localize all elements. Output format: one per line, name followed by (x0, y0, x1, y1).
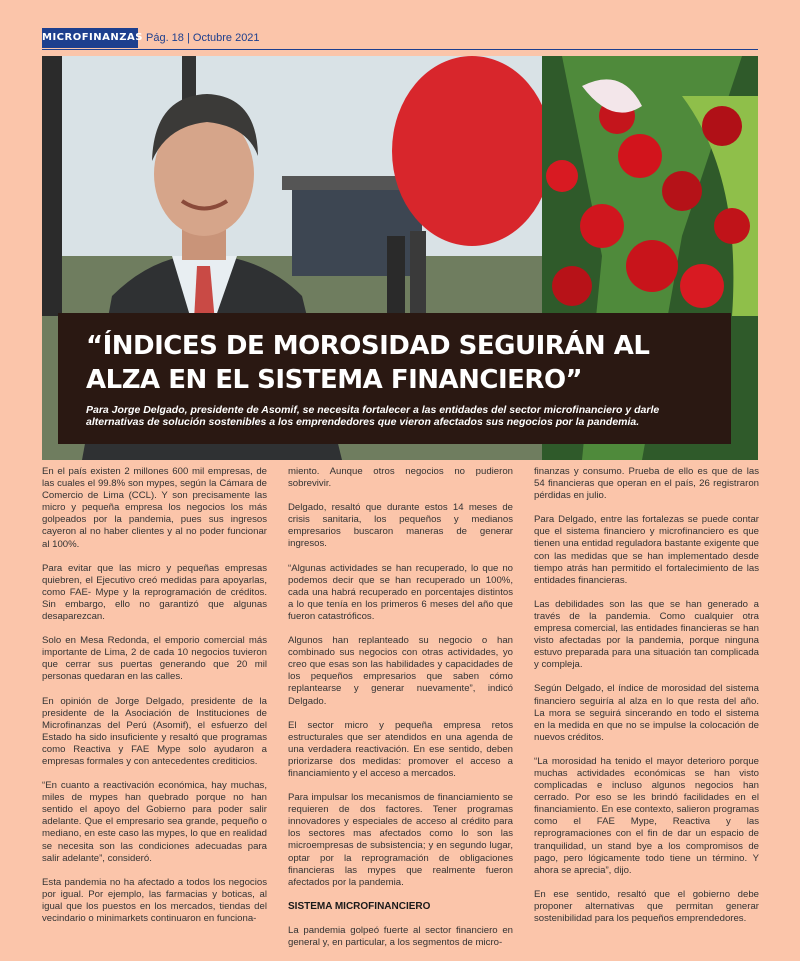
paragraph: Esta pandemia no ha afectado a todos los negocios por igual. Por ejemplo, las farmacias y boticas, al igual que los puestos en los mercados, tiendas del vecindario o minimarkets continuaron en funciona- (42, 876, 267, 924)
paragraph: Para impulsar los mecanismos de financiamiento se requieren de dos factores. Tener programas innovadores y especiales de acceso al crédito para los sectores mas afectados como lo son las microempresas de subsistencia; y en segundo lugar, optar por la reprogramación de obligaciones financieras las mypes que realmente fueron afectados por la pandemia. (288, 792, 513, 888)
header-divider (42, 49, 758, 50)
page-number-date: Pág. 18 | Octubre 2021 (146, 32, 260, 44)
paragraph: Según Delgado, el índice de morosidad del sistema financiero seguiría al alza en lo que resta del año. La mora se seguirá sincerando en todo el sistema en la medida en que no se impulse la colocación de nuevos créditos. (534, 683, 759, 743)
paragraph: miento. Aunque otros negocios no pudieron sobrevivir. (288, 466, 513, 490)
column-1 (42, 466, 267, 937)
page-header (42, 28, 758, 48)
paragraph: Solo en Mesa Redonda, el emporio comercial más importante de Lima, 2 de cada 10 negocios tuvieron que cerrar sus puertas generando que 20 mil personas quedaran en las calles. (42, 635, 267, 683)
paragraph: Delgado, resaltó que durante estos 14 meses de crisis sanitaria, los pequeños y medianos empresarios buscaron maneras de generar ingresos. (288, 502, 513, 550)
paragraph: Las debilidades son las que se han generado a través de la pandemia. Como cualquier otra empresa comercial, las entidades financieras se han visto afectadas por la pandemia, porque ninguna estuvo preparada para una situación tan complicada y compleja. (534, 598, 759, 671)
article-deck: Para Jorge Delgado, presidente de Asomif, se necesita fortalecer a las entidades del sector microfinanciero y darle alternativas de solución sostenibles a los emprendedores que vieron afectados sus negocios por la pandemia. (86, 404, 660, 428)
paragraph: El sector micro y pequeña empresa retos estructurales que ser atendidos en una agenda de una verdadera reactivación. En ese sentido, deben priorizarse dos medidas: promover el acceso a financiamiento y el acceso a mercados. (288, 719, 513, 779)
paragraph: Para Delgado, entre las fortalezas se puede contar que el sistema financiero y microfinanciero es que tienen una entidad reguladora bastante exigente que con las medidas que se han implementado desde tiempo atrás han permitido el fortalecimiento de las entidades financieras. (534, 514, 759, 586)
paragraph: En ese sentido, resaltó que el gobierno debe proponer alternativas que permitan generar sostenibilidad para los pequeños emprendedores. (534, 888, 759, 924)
paragraph: La pandemia golpeó fuerte al sector financiero en general y, en particular, a los segmentos de micro- (288, 924, 513, 948)
paragraph: “La morosidad ha tenido el mayor deterioro porque muchas actividades económicas se han visto complicadas e incluso algunos negocios han cerrado. Por eso se les brindó facilidades en el financiamiento. En ese contexto, salieron programas como el FAE Mype, Reactiva y las reprogramaciones con el fin de dar un espacio de tranquilidad, un stand bye a los compromisos de pago, pero lógicamente todo tiene un término. Y ahora se aprecia”, dijo. (534, 755, 759, 876)
section-subheading: SISTEMA MICROFINANCIERO (288, 900, 431, 912)
paragraph: “Algunas actividades se han recuperado, lo que no podemos decir que se han recuperado un 100%, cada una habrá recuperado en porcentajes distintos a lo que tenía en los primeros 6 meses del año que fueron catastróficos. (288, 562, 513, 622)
magazine-logo: MICROFINANZAS (42, 28, 138, 48)
paragraph: “En cuanto a reactivación económica, hay muchas, miles de mypes han quebrado porque no han sentido el apoyo del Gobierno para poder salir adelante. Que el empresario sea grande, pequeño o mediano, en este caso las mypes, lo que en realidad se necesita son las condiciones adecuadas para salir adelante”, consideró. (42, 780, 267, 864)
paragraph: En opinión de Jorge Delgado, presidente de la presidente de la Asociación de Instituciones de Microfinanzas del Perú (Asomif), el esfuerzo del Estado ha sido insuficiente y resaltó que programas como Reactiva y FAE Mype solo ayudaron a empresas formales y con antecedentes crediticios. (42, 695, 267, 767)
headline-box (58, 313, 731, 444)
paragraph: Algunos han replanteado su negocio o han combinado sus negocios con otras actividades, yo creo que esas son las habilidades y capacidades de los pequeños empresarios que saben cómo replantearse y generar nuevamente”, indicó Delgado. (288, 635, 513, 707)
column-2 (288, 466, 513, 961)
paragraph: En el país existen 2 millones 600 mil empresas, de las cuales el 99.8% son mypes, según la Cámara de Comercio de Lima (CCL). Y son precisamente las micro y pequeña empresa los negocios los más golpeados por la pandemia, pues sus ingresos cayeron al no haber clientes y al no poder funcionar al 100%. (42, 466, 267, 550)
article-headline: “ÍNDICES DE MOROSIDAD SEGUIRÁN AL ALZA EN EL SISTEMA FINANCIERO” (86, 331, 650, 395)
column-3 (534, 466, 759, 937)
paragraph: finanzas y consumo. Prueba de ello es que de las 54 financieras que operan en el país, 26 registraron pérdidas en julio. (534, 466, 759, 502)
paragraph: Para evitar que las micro y pequeñas empresas quiebren, el Ejecutivo creó medidas para apoyarlas, como FAE- Mype y la reprogramación de créditos. Sin embargo, ello no garantizó que algunas desaparezcan. (42, 562, 267, 623)
article-body (42, 466, 759, 948)
